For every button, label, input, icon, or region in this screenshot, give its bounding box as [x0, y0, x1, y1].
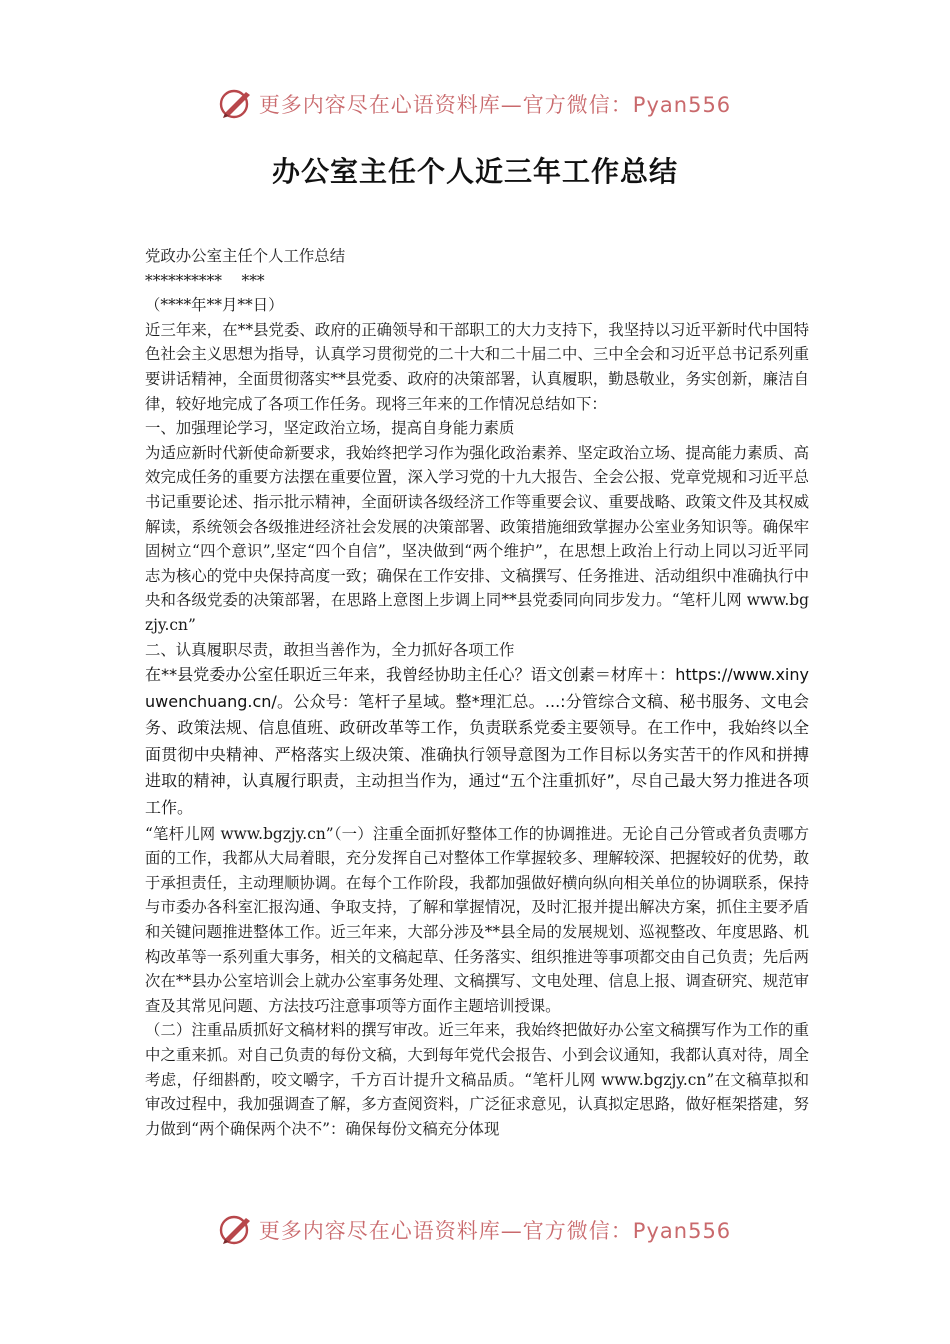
pen-logo-icon: [219, 1212, 255, 1248]
header-banner: [0, 82, 950, 126]
intro-paragraph: 近三年来，在**县党委、政府的正确领导和干部职工的大力支持下，我坚持以习近平新时代中国特色社会主义思想为指导，认真学习贯彻党的二十大和二十届二中、三中全会和习近平总书记系列重要讲话精神，全面贯彻落实**县党委、政府的决策部署，认真履职，勤恳敬业，务实创新，廉洁自律，较好地完成了各项工作任务。现将三年来的工作情况总结如下：: [145, 320, 809, 413]
document-title: 办公室主任个人近三年工作总结: [271, 155, 678, 188]
body-paragraph: “笔杆儿网 www.bgzjy.cn”（一）注重全面抓好整体工作的协调推进。无论自己分管或者负责哪方面的工作，我都从大局着眼，充分发挥自己对整体工作掌握较多、理解较深、把握较好的优势，敢于承担责任，主动理顺协调。在每个工作阶段，我都加强做好横向纵向相关单位的协调联系，保持与市委办各科室汇报沟通、争取支持，了解和掌握情况，及时汇报并提出解决方案，抓住主要矛盾和关键问题推进整体工作。近三年来，大部分涉及**县全局的发展规划、巡视整改、年度思路、机构改革等一系列重大事务，相关的文稿起草、任务落实、组织推进等事项都交由自己负责；先后两次在**县办公室培训会上就办公室事务处理、文稿撰写、文电处理、信息上报、调查研究、规范审查及其常见问题、方法技巧注意事项等方面作主题培训授课。: [145, 824, 809, 1015]
body-paragraph: （二）注重品质抓好文稿材料的撰写审改。近三年来，我始终把做好办公室文稿撰写作为工作的重中之重来抓。对自己负责的每份文稿，大到每年党代会报告、小到会议通知，我都认真对待，周全考虑，仔细斟酌，咬文嚼字，千方百计提升文稿品质。“笔杆儿网 www.bgzjy.cn”在文稿草拟和审改过程中，我加强调查了解，多方查阅资料，广泛征求意见，认真拟定思路，做好框架搭建，努力做到“两个确保两个决不”：确保每份文稿充分体现: [145, 1021, 809, 1138]
body-paragraph: 为适应新时代新使命新要求，我始终把学习作为强化政治素养、坚定政治立场、提高能力素质、高效完成任务的重要方法摆在重要位置，深入学习党的十九大报告、全会公报、党章党规和习近平总书记重要论述、指示批示精神，全面研读各级经济工作等重要会议、重要战略、政策文件及其权威解读，系统领会各级推进经济社会发展的决策部署、政策措施细致掌握办公室业务知识等。确保牢固树立“四个意识”,坚定“四个自信”，坚决做到“两个维护”，在思想上政治上行动上同以习近平同志为核心的党中央保持高度一致；确保在工作安排、文稿撰写、任务推进、活动组织中准确执行中央和各级党委的决策部署，在思路上意图上步调上同**县党委同向同步发力。“笔杆儿网 www.bgzjy.cn”: [145, 443, 809, 634]
section-heading-2: 二、认真履职尽责，敢担当善作为，全力抓好各项工作: [145, 640, 515, 659]
section-heading-1: 一、加强理论学习，坚定政治立场，提高自身能力素质: [145, 419, 515, 438]
subtitle: 党政办公室主任个人工作总结: [145, 247, 346, 265]
pen-logo-icon: [219, 86, 255, 122]
author-line: ********** ***: [145, 271, 265, 290]
document-body: [145, 244, 809, 1141]
date-line: （****年**月**日）: [145, 296, 284, 315]
footer-banner: [0, 1208, 950, 1252]
body-paragraph: 在**县党委办公室任职近三年来，我曾经协助主任心？语文创素＝材库＋：https://www.xinyuwenchuang.cn/。公众号：笔杆子星域。整*理汇总。...:分管综合文稿、秘书服务、文电会务、政策法规、信息值班、政研改革等工作，负责联系党委主要领导。在工作中，我始终以全面贯彻中央精神、严格落实上级决策、准确执行领导意图为工作目标以务实苦干的作风和拼搏进取的精神，认真履行职责，主动担当作为，通过“五个注重抓好”，尽自己最大努力推进各项工作。: [145, 665, 809, 818]
banner-text: 更多内容尽在心语资料库—官方微信：Pyan556: [258, 1219, 732, 1243]
banner-text: 更多内容尽在心语资料库—官方微信：Pyan556: [258, 93, 732, 117]
